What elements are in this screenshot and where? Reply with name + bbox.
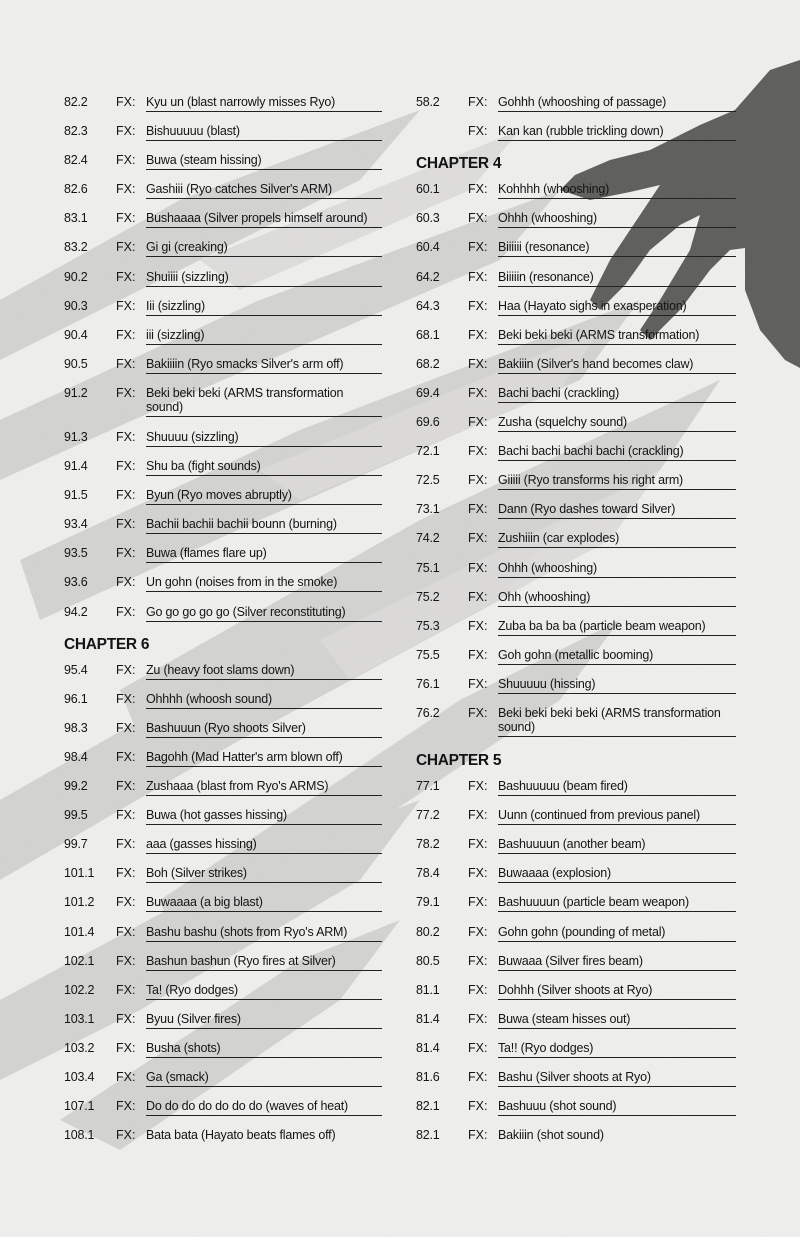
fx-label: FX: [116,1011,136,1026]
fx-label: FX: [468,589,488,604]
panel-number: 80.2 [416,924,440,939]
fx-description: Bagohh (Mad Hatter's arm blown off) [146,750,382,767]
fx-label: FX: [468,327,488,342]
fx-label: FX: [116,153,136,168]
panel-number: 82.3 [64,124,88,139]
fx-description: Buwaaa (Silver fires beam) [498,954,736,971]
panel-number: 76.1 [416,676,440,691]
fx-entry [416,1009,736,1038]
fx-list-left-column [64,92,382,1154]
panel-number: 69.4 [416,385,440,400]
fx-description: Biiiiin (resonance) [498,270,736,287]
fx-description: Buwa (hot gasses hissing) [146,808,382,825]
fx-entry [416,674,736,703]
fx-label: FX: [468,124,488,139]
panel-number: 103.1 [64,1011,95,1026]
panel-number: 58.2 [416,95,440,109]
fx-label: FX: [116,808,136,823]
panel-number: 80.5 [416,953,440,968]
fx-label: FX: [468,444,488,459]
fx-description: Kyu un (blast narrowly misses Ryo) [146,95,382,112]
fx-description: Shu ba (fight sounds) [146,459,382,476]
fx-description: Bashu (Silver shoots at Ryo) [498,1070,736,1087]
panel-number: 83.1 [64,211,88,226]
fx-description: Zuba ba ba ba (particle beam weapon) [498,619,736,636]
panel-number: 103.2 [64,1040,95,1055]
fx-label: FX: [468,982,488,997]
fx-label: FX: [468,356,488,371]
fx-description: Ohhh (whooshing) [498,211,736,228]
fx-label: FX: [116,385,136,400]
fx-description: Zushiiin (car explodes) [498,531,736,548]
fx-entry [416,1096,736,1125]
fx-label: FX: [468,779,488,794]
panel-number: 77.2 [416,808,440,823]
panel-number: 91.2 [64,385,88,400]
fx-entry [64,922,382,951]
panel-number: 95.4 [64,662,88,677]
fx-label: FX: [116,662,136,677]
fx-entry [416,121,736,150]
panel-number: 64.2 [416,269,440,284]
fx-entry [64,892,382,921]
fx-description: Bashuuuun (particle beam weapon) [498,895,736,912]
fx-description: Shuiiii (sizzling) [146,270,382,287]
fx-label: FX: [116,749,136,764]
fx-entry [416,179,736,208]
fx-label: FX: [116,124,136,139]
fx-entry [416,441,736,470]
fx-label: FX: [116,1040,136,1055]
fx-label: FX: [116,895,136,910]
panel-number: 82.6 [64,182,88,197]
fx-label: FX: [116,953,136,968]
fx-entry [416,1125,736,1154]
fx-label: FX: [468,676,488,691]
fx-label: FX: [468,385,488,400]
fx-description: Bishuuuuu (blast) [146,124,382,141]
fx-entry [416,208,736,237]
fx-entry [64,1125,382,1154]
fx-description: Ta!! (Ryo dodges) [498,1041,736,1058]
fx-entry [416,892,736,921]
panel-number: 82.1 [416,1128,440,1143]
fx-list-right-column [416,92,736,1154]
fx-description: Uunn (continued from previous panel) [498,808,736,825]
fx-description: Dohhh (Silver shoots at Ryo) [498,983,736,1000]
fx-entry [64,267,382,296]
fx-entry [64,383,382,427]
panel-number: 93.5 [64,546,88,561]
fx-description: Go go go go go (Silver reconstituting) [146,605,382,622]
fx-entry [64,951,382,980]
panel-number: 75.3 [416,618,440,633]
fx-entry [64,208,382,237]
fx-entry [416,383,736,412]
fx-entry [64,834,382,863]
fx-entry [64,863,382,892]
fx-description: Buwa (flames flare up) [146,546,382,563]
fx-entry [64,689,382,718]
panel-number: 64.3 [416,298,440,313]
panel-number: 81.6 [416,1070,440,1084]
fx-label: FX: [468,1099,488,1114]
chapter-heading: CHAPTER 4 [416,155,502,173]
panel-number: 99.2 [64,779,88,794]
panel-number: 91.3 [64,429,88,444]
fx-entry [416,587,736,616]
fx-entry [416,776,736,805]
panel-number: 81.4 [416,1040,440,1055]
fx-description: Beki beki beki beki (ARMS transformation sound) [498,706,736,737]
fx-entry [64,660,382,689]
fx-description: Buwaaaa (explosion) [498,866,736,883]
panel-number: 82.1 [416,1099,440,1114]
panel-number: 72.5 [416,473,440,488]
fx-entry [64,572,382,601]
fx-entry [64,92,382,121]
fx-entry [416,499,736,528]
panel-number: 91.4 [64,459,88,474]
fx-entry [416,237,736,266]
fx-description: Shuuuuu (hissing) [498,677,736,694]
fx-description: Un gohn (noises from in the smoke) [146,575,382,592]
fx-label: FX: [116,866,136,881]
fx-label: FX: [468,1011,488,1026]
fx-label: FX: [116,1099,136,1114]
fx-label: FX: [116,604,136,619]
panel-number: 107.1 [64,1099,95,1114]
fx-description: Kan kan (rubble trickling down) [498,124,736,141]
fx-entry [416,1038,736,1067]
fx-description: Bakiiiin (Ryo smacks Silver's arm off) [146,357,382,374]
panel-number: 96.1 [64,691,88,706]
fx-description: Zushaaa (blast from Ryo's ARMS) [146,779,382,796]
fx-entry [64,427,382,456]
fx-label: FX: [116,546,136,561]
fx-label: FX: [116,691,136,706]
panel-number: 73.1 [416,502,440,517]
panel-number: 83.2 [64,240,88,255]
panel-number: 78.4 [416,866,440,881]
fx-entry [416,92,736,121]
fx-description: Bashuuuuu (beam fired) [498,779,736,796]
panel-number: 76.2 [416,705,440,720]
fx-entry [64,179,382,208]
fx-entry [416,412,736,441]
fx-label: FX: [468,473,488,488]
fx-label: FX: [468,240,488,255]
fx-description: Bashuuuun (another beam) [498,837,736,854]
fx-entry [64,237,382,266]
fx-description: Beki beki beki (ARMS transformation) [498,328,736,345]
fx-label: FX: [468,808,488,823]
panel-number: 91.5 [64,488,88,503]
fx-label: FX: [116,488,136,503]
fx-description: Kohhhh (whooshing) [498,182,736,199]
fx-label: FX: [116,720,136,735]
fx-description: Dann (Ryo dashes toward Silver) [498,502,736,519]
fx-description: Gohhh (whooshing of passage) [498,95,736,112]
fx-entry [64,1096,382,1125]
panel-number: 90.5 [64,356,88,371]
fx-description: iii (sizzling) [146,328,382,345]
fx-entry [64,747,382,776]
fx-entry [64,543,382,572]
panel-number: 94.2 [64,604,88,619]
fx-entry [64,776,382,805]
fx-entry [416,980,736,1009]
fx-description: Giiiii (Ryo transforms his right arm) [498,473,736,490]
fx-label: FX: [468,705,488,720]
fx-entry [416,267,736,296]
fx-entry [416,922,736,951]
panel-number: 102.2 [64,982,95,997]
fx-label: FX: [116,517,136,532]
fx-label: FX: [468,1128,488,1143]
fx-label: FX: [468,647,488,662]
fx-entry [416,951,736,980]
fx-description: Bashun bashun (Ryo fires at Silver) [146,954,382,971]
panel-number: 102.1 [64,953,95,968]
fx-label: FX: [116,779,136,794]
fx-label: FX: [116,837,136,852]
fx-entry [64,514,382,543]
panel-number: 81.4 [416,1011,440,1026]
fx-label: FX: [468,531,488,546]
fx-description: Ga (smack) [146,1070,382,1087]
fx-description: Bachi bachi (crackling) [498,386,736,403]
panel-number: 108.1 [64,1128,95,1143]
fx-description: Bashuuun (Ryo shoots Silver) [146,721,382,738]
fx-entry [416,863,736,892]
fx-label: FX: [116,1128,136,1143]
fx-description: Buwa (steam hissing) [146,153,382,170]
fx-description: Bakiiin (Silver's hand becomes claw) [498,357,736,374]
panel-number: 75.1 [416,560,440,575]
fx-entry [416,528,736,557]
fx-entry [416,616,736,645]
fx-label: FX: [116,924,136,939]
fx-entry [64,1009,382,1038]
fx-entry [64,1067,382,1096]
fx-description: Ta! (Ryo dodges) [146,983,382,1000]
panel-number: 99.7 [64,837,88,852]
fx-entry [416,296,736,325]
fx-label: FX: [116,327,136,342]
fx-label: FX: [468,211,488,226]
fx-entry [64,325,382,354]
fx-entry [64,602,382,631]
fx-label: FX: [468,866,488,881]
fx-entry [64,1038,382,1067]
fx-description: Zusha (squelchy sound) [498,415,736,432]
fx-entry [416,558,736,587]
panel-number: 69.6 [416,415,440,430]
fx-description: Byuu (Silver fires) [146,1012,382,1029]
fx-description: Boh (Silver strikes) [146,866,382,883]
fx-label: FX: [116,356,136,371]
fx-entry [64,485,382,514]
fx-label: FX: [116,1070,136,1084]
fx-label: FX: [468,837,488,852]
fx-entry [64,296,382,325]
panel-number: 90.4 [64,327,88,342]
fx-label: FX: [468,95,488,109]
fx-entry [416,354,736,383]
panel-number: 81.1 [416,982,440,997]
chapter-heading: CHAPTER 6 [64,635,150,653]
fx-label: FX: [116,575,136,590]
fx-label: FX: [116,240,136,255]
fx-entry [64,805,382,834]
fx-label: FX: [116,182,136,197]
panel-number: 98.4 [64,749,88,764]
fx-label: FX: [116,459,136,474]
panel-number: 60.1 [416,182,440,197]
fx-description: Bashuuu (shot sound) [498,1099,736,1116]
panel-number: 60.3 [416,211,440,226]
fx-entry [64,456,382,485]
panel-number: 99.5 [64,808,88,823]
fx-description: Buwaaaa (a big blast) [146,895,382,912]
fx-label: FX: [116,95,136,109]
fx-description: Bakiiin (shot sound) [498,1128,604,1143]
panel-number: 78.2 [416,837,440,852]
fx-label: FX: [116,269,136,284]
fx-entry [416,470,736,499]
chapter-heading: CHAPTER 5 [416,751,502,769]
panel-number: 82.2 [64,95,88,109]
fx-entry [64,718,382,747]
fx-label: FX: [468,560,488,575]
panel-number: 82.4 [64,153,88,168]
panel-number: 103.4 [64,1070,95,1084]
fx-description: Gi gi (creaking) [146,240,382,257]
panel-number: 72.1 [416,444,440,459]
panel-number: 75.2 [416,589,440,604]
fx-description: Bachii bachii bachii bounn (burning) [146,517,382,534]
fx-label: FX: [468,1040,488,1055]
fx-entry [416,703,736,747]
fx-description: Busha (shots) [146,1041,382,1058]
panel-number: 75.5 [416,647,440,662]
fx-entry [64,150,382,179]
fx-description: Bashu bashu (shots from Ryo's ARM) [146,925,382,942]
panel-number: 93.4 [64,517,88,532]
panel-number: 101.2 [64,895,95,910]
fx-description: Gohn gohn (pounding of metal) [498,925,736,942]
fx-label: FX: [468,618,488,633]
fx-entry [64,354,382,383]
fx-description: Byun (Ryo moves abruptly) [146,488,382,505]
panel-number: 101.1 [64,866,95,881]
fx-description: Iii (sizzling) [146,299,382,316]
fx-entry [416,805,736,834]
fx-description: Gashiii (Ryo catches Silver's ARM) [146,182,382,199]
fx-description: Bachi bachi bachi bachi (crackling) [498,444,736,461]
panel-number: 74.2 [416,531,440,546]
fx-description: Ohhhh (whoosh sound) [146,692,382,709]
fx-label: FX: [468,298,488,313]
fx-description: Beki beki beki (ARMS transformation sound) [146,386,382,417]
fx-description: Goh gohn (metallic booming) [498,648,736,665]
fx-label: FX: [468,182,488,197]
fx-label: FX: [468,1070,488,1084]
fx-description: Shuuuu (sizzling) [146,430,382,447]
panel-number: 77.1 [416,779,440,794]
fx-entry [416,834,736,863]
fx-entry [416,325,736,354]
fx-label: FX: [468,415,488,430]
fx-description: Biiiiii (resonance) [498,240,736,257]
fx-label: FX: [468,953,488,968]
fx-entry [416,645,736,674]
fx-entry [64,121,382,150]
fx-description: aaa (gasses hissing) [146,837,382,854]
panel-number: 93.6 [64,575,88,590]
fx-label: FX: [468,269,488,284]
panel-number: 90.3 [64,298,88,313]
fx-label: FX: [116,982,136,997]
fx-description: Buwa (steam hisses out) [498,1012,736,1029]
fx-entry [416,1067,736,1096]
fx-label: FX: [116,429,136,444]
fx-description: Haa (Hayato sighs in exasperation) [498,299,736,316]
fx-label: FX: [468,895,488,910]
fx-description: Bushaaaa (Silver propels himself around) [146,211,382,228]
fx-description: Ohh (whooshing) [498,590,736,607]
fx-description: Zu (heavy foot slams down) [146,663,382,680]
fx-description: Bata bata (Hayato beats flames off) [146,1128,336,1143]
fx-entry [64,980,382,1009]
fx-description: Ohhh (whooshing) [498,561,736,578]
fx-label: FX: [468,502,488,517]
panel-number: 68.1 [416,327,440,342]
fx-label: FX: [468,924,488,939]
fx-description: Do do do do do do do (waves of heat) [146,1099,382,1116]
panel-number: 101.4 [64,924,95,939]
panel-number: 79.1 [416,895,440,910]
panel-number: 60.4 [416,240,440,255]
panel-number: 90.2 [64,269,88,284]
fx-label: FX: [116,298,136,313]
panel-number: 68.2 [416,356,440,371]
panel-number: 98.3 [64,720,88,735]
fx-label: FX: [116,211,136,226]
